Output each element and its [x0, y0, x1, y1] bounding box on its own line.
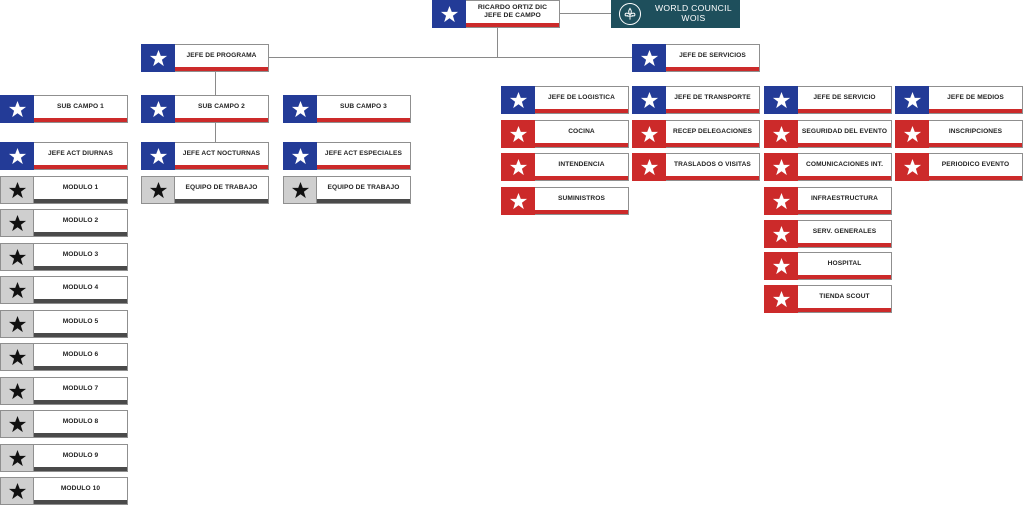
- node-modulo-7: [0, 377, 128, 405]
- node-jefe-servicios: [632, 44, 760, 72]
- node-modulo-10: [0, 477, 128, 505]
- connector-line: [497, 28, 498, 57]
- stripe: [317, 199, 410, 203]
- node-label: MODULO 4: [62, 283, 99, 291]
- node-label: JEFE DE SERVICIO: [813, 93, 876, 101]
- flag-star-icon: [141, 142, 175, 170]
- connector-line: [255, 57, 632, 58]
- star-icon: [0, 377, 34, 405]
- flag-star-icon: [632, 44, 666, 72]
- star-icon: [141, 176, 175, 204]
- node-suministros: [501, 187, 629, 215]
- node-label: SERV. GENERALES: [812, 227, 877, 235]
- stripe: [34, 232, 127, 236]
- node-equipo-trabajo-2: [141, 176, 269, 204]
- star-icon: [0, 243, 34, 271]
- node-inscripciones: [895, 120, 1023, 148]
- connector-line: [215, 122, 216, 142]
- node-label: EQUIPO DE TRABAJO: [327, 183, 400, 191]
- flag-star-icon: [283, 95, 317, 123]
- flag-star-icon: [501, 86, 535, 114]
- fleur-de-lis-icon: [619, 3, 641, 25]
- star-icon: [501, 187, 535, 215]
- node-label: MODULO 1: [62, 183, 99, 191]
- stripe: [535, 109, 628, 113]
- node-label: SEGURIDAD DEL EVENTO: [801, 127, 888, 135]
- stripe: [798, 308, 891, 312]
- node-label: MODULO 10: [60, 484, 101, 492]
- star-icon: [0, 176, 34, 204]
- logo-line1: WORLD COUNCIL: [655, 3, 732, 14]
- flag-star-icon: [432, 0, 466, 28]
- flag-star-icon: [141, 95, 175, 123]
- node-hospital: [764, 252, 892, 280]
- node-label: MODULO 9: [62, 451, 99, 459]
- node-label: INFRAESTRUCTURA: [810, 194, 879, 202]
- node-label: SUB CAMPO 3: [340, 102, 387, 110]
- stripe: [798, 275, 891, 279]
- node-label: MODULO 6: [62, 350, 99, 358]
- node-label: JEFE ACT NOCTURNAS: [182, 149, 261, 157]
- stripe: [666, 67, 759, 71]
- stripe: [798, 210, 891, 214]
- node-label: JEFE DE SERVICIOS: [679, 51, 746, 59]
- node-label: MODULO 8: [62, 417, 99, 425]
- node-label: JEFE DE PROGRAMA: [186, 51, 257, 59]
- node-modulo-3: [0, 243, 128, 271]
- node-label: JEFE DE MEDIOS: [947, 93, 1004, 101]
- stripe: [175, 67, 268, 71]
- flag-star-icon: [764, 86, 798, 114]
- node-sub-campo-2: [141, 95, 269, 123]
- flag-star-icon: [283, 142, 317, 170]
- star-icon: [895, 120, 929, 148]
- node-jefe-transporte: [632, 86, 760, 114]
- stripe: [317, 165, 410, 169]
- node-jefe-act-nocturnas: [141, 142, 269, 170]
- node-comunicaciones-int: [764, 153, 892, 181]
- node-label: JEFE ACT ESPECIALES: [324, 149, 403, 157]
- stripe: [666, 143, 759, 147]
- node-label: COCINA: [568, 127, 595, 135]
- node-label: INTENDENCIA: [558, 160, 605, 168]
- stripe: [666, 109, 759, 113]
- node-label: JEFE DE TRANSPORTE: [674, 93, 751, 101]
- stripe: [34, 333, 127, 337]
- stripe: [34, 366, 127, 370]
- stripe: [929, 143, 1022, 147]
- stripe: [34, 199, 127, 203]
- node-traslados-visitas: [632, 153, 760, 181]
- stripe: [466, 23, 559, 27]
- stripe: [34, 500, 127, 504]
- node-label: RECEP DELEGACIONES: [673, 127, 752, 135]
- node-jefe-logistica: [501, 86, 629, 114]
- stripe: [34, 467, 127, 471]
- node-label: MODULO 5: [62, 317, 99, 325]
- star-icon: [764, 285, 798, 313]
- star-icon: [0, 410, 34, 438]
- stripe: [666, 176, 759, 180]
- node-label: TRASLADOS O VISITAS: [674, 160, 751, 168]
- node-jefe-medios: [895, 86, 1023, 114]
- node-label: JEFE DE LOGISTICA: [548, 93, 615, 101]
- node-modulo-5: [0, 310, 128, 338]
- stripe: [175, 199, 268, 203]
- stripe: [535, 210, 628, 214]
- flag-star-icon: [895, 86, 929, 114]
- stripe: [798, 143, 891, 147]
- node-label: HOSPITAL: [827, 259, 862, 267]
- stripe: [317, 118, 410, 122]
- star-icon: [0, 343, 34, 371]
- star-icon: [764, 153, 798, 181]
- node-label: SUB CAMPO 1: [57, 102, 104, 110]
- star-icon: [764, 120, 798, 148]
- node-sub-campo-3: [283, 95, 411, 123]
- star-icon: [632, 153, 666, 181]
- stripe: [34, 400, 127, 404]
- flag-star-icon: [632, 86, 666, 114]
- star-icon: [501, 153, 535, 181]
- node-label: EQUIPO DE TRABAJO: [185, 183, 258, 191]
- flag-star-icon: [141, 44, 175, 72]
- star-icon: [0, 276, 34, 304]
- node-label: JEFE ACT DIURNAS: [47, 149, 114, 157]
- node-label: COMUNICACIONES INT.: [806, 160, 883, 168]
- root-name: RICARDO ORTIZ DIC: [477, 3, 548, 11]
- logo-line2: WOIS: [681, 13, 706, 23]
- stripe: [929, 176, 1022, 180]
- node-label: SUMINISTROS: [558, 194, 605, 202]
- stripe: [798, 109, 891, 113]
- node-jefe-programa: [141, 44, 269, 72]
- flag-star-icon: [0, 95, 34, 123]
- node-recep-delegaciones: [632, 120, 760, 148]
- stripe: [798, 243, 891, 247]
- stripe: [535, 176, 628, 180]
- node-label: MODULO 2: [62, 216, 99, 224]
- star-icon: [764, 252, 798, 280]
- node-label: INSCRIPCIONES: [948, 127, 1003, 135]
- stripe: [34, 433, 127, 437]
- star-icon: [895, 153, 929, 181]
- node-seguridad-evento: [764, 120, 892, 148]
- stripe: [34, 266, 127, 270]
- stripe: [929, 109, 1022, 113]
- node-modulo-1: [0, 176, 128, 204]
- node-tienda-scout: [764, 285, 892, 313]
- star-icon: [0, 310, 34, 338]
- connector-line: [559, 13, 611, 14]
- node-label: MODULO 7: [62, 384, 99, 392]
- node-jefe-act-especiales: [283, 142, 411, 170]
- node-periodico-evento: [895, 153, 1023, 181]
- node-label: SUB CAMPO 2: [198, 102, 245, 110]
- node-modulo-2: [0, 209, 128, 237]
- star-icon: [632, 120, 666, 148]
- node-label: PERIODICO EVENTO: [941, 160, 1010, 168]
- world-council-logo: [611, 0, 740, 28]
- node-infraestructura: [764, 187, 892, 215]
- star-icon: [764, 220, 798, 248]
- node-label: TIENDA SCOUT: [819, 292, 870, 300]
- star-icon: [0, 477, 34, 505]
- flag-star-icon: [0, 142, 34, 170]
- node-label: MODULO 3: [62, 250, 99, 258]
- node-jefe-servicio: [764, 86, 892, 114]
- star-icon: [0, 444, 34, 472]
- stripe: [175, 165, 268, 169]
- node-modulo-9: [0, 444, 128, 472]
- stripe: [34, 165, 127, 169]
- node-jefe-act-diurnas: [0, 142, 128, 170]
- star-icon: [764, 187, 798, 215]
- stripe: [34, 299, 127, 303]
- star-icon: [283, 176, 317, 204]
- root-role: JEFE DE CAMPO: [484, 11, 541, 19]
- node-serv-generales: [764, 220, 892, 248]
- connector-line: [215, 71, 216, 95]
- node-sub-campo-1: [0, 95, 128, 123]
- root-node: [432, 0, 560, 28]
- node-equipo-trabajo-3: [283, 176, 411, 204]
- stripe: [798, 176, 891, 180]
- star-icon: [501, 120, 535, 148]
- node-modulo-6: [0, 343, 128, 371]
- node-modulo-8: [0, 410, 128, 438]
- star-icon: [0, 209, 34, 237]
- stripe: [34, 118, 127, 122]
- stripe: [535, 143, 628, 147]
- node-modulo-4: [0, 276, 128, 304]
- stripe: [175, 118, 268, 122]
- node-intendencia: [501, 153, 629, 181]
- node-cocina: [501, 120, 629, 148]
